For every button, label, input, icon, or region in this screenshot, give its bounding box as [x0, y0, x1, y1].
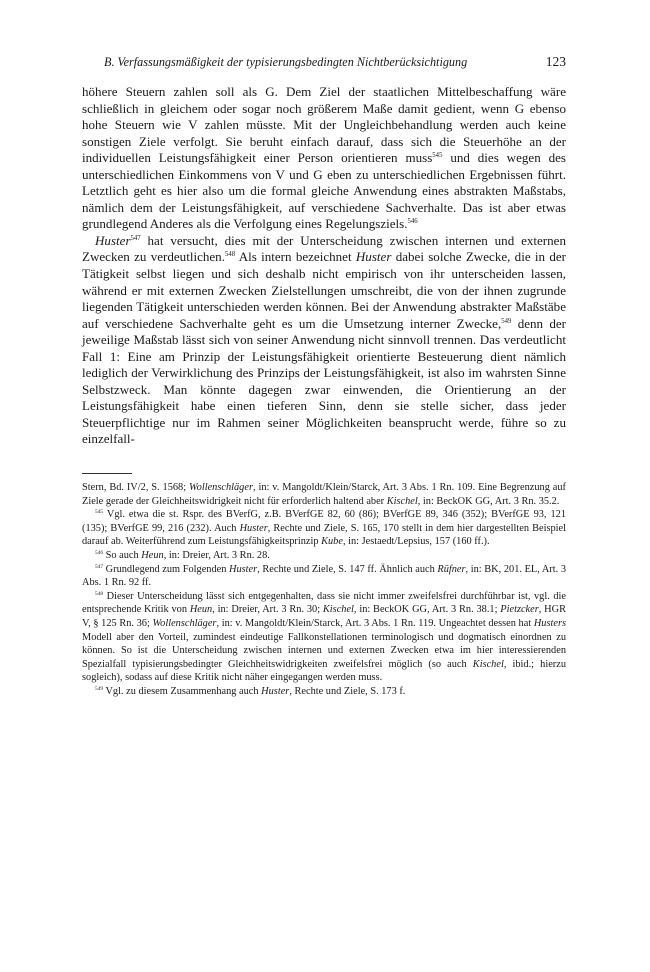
- paragraph-1: [82, 84, 566, 233]
- text: höhere Steuern zahlen soll als G. Dem Ziel der staatlichen Mittelbeschaffung wäre schließlich in gleichem oder sogar noch größerem Maße damit gedient, wenn G ebenso hohe Steuern wie V zahlen müsste. Mit der Ungleichbehandlung werden auch keine sonstigen Ziele verfolgt. Sie beruht einfach darauf, dass sich die Steuerhöhe an der individuellen Leistungsfähigkeit einer Person orientieren muss: [82, 84, 566, 166]
- text: Dieser Unterscheidung lässt sich entgegenhalten, dass sie nicht immer zweifelsfrei durchführbar ist, vgl. die entsprechende Kritik von: [82, 590, 566, 616]
- footnote-continuation: [82, 481, 566, 508]
- footnote-549: [82, 685, 566, 699]
- author-name: Huster: [239, 522, 268, 534]
- author-name: Wollenschläger: [152, 617, 217, 629]
- text: , ibid.; hierzu sogleich), sodass auf diese Kritik nicht näher eingegangen werden muss.: [82, 658, 566, 684]
- footnote-separator: [82, 473, 132, 474]
- footnotes: [82, 481, 566, 699]
- text: hat versucht, dies mit der Unterscheidung zwischen internen und externen Zwecken zu verdeutlichen.: [82, 232, 566, 265]
- text: , in: Dreier, Art. 3 Rn. 28.: [163, 550, 270, 561]
- footnote-number: 549: [95, 685, 104, 692]
- footnote-number: 548: [95, 590, 104, 597]
- text: Als intern bezeichnet: [235, 249, 356, 265]
- text: Grundlegend zum Folgenden: [103, 563, 230, 575]
- text: dabei solche Zwecke, die in der Tätigkeit selbst liegen und sich deshalb nicht empirisch von ihr unterscheiden lassen, während er mit externen Zwecken Zielstellungen umschreibt, die von der ihnen zugrunde liegenden Tätigkeit unterschieden werden können. Bei der Anwendung abstrakter Maßstäbe auf verschiedene Sachverhalte geht es um die Umsetzung interner Zwecke,: [82, 249, 566, 331]
- author-name: Husters: [533, 617, 567, 629]
- author-name: Huster: [95, 232, 131, 248]
- footnote-546: [82, 549, 566, 563]
- page-number: 123: [545, 54, 566, 69]
- running-head: [104, 54, 566, 76]
- author-name: Heun: [189, 604, 213, 616]
- text: , Rechte und Ziele, S. 147 ff. Ähnlich auch: [257, 563, 438, 575]
- text: So auch: [103, 550, 142, 561]
- text: Modell aber den Vorteil, zumindest eindeutige Fallkonstellationen terminologisch und dogmatisch einordnen zu können. So ist die Unterscheidung zwischen internen und externen Zwecken etwa im hier interessierenden Spezialfall typisierungsbedingter Gleichheitswidrigkeiten zweifelsfrei möglich (so auch: [82, 631, 566, 670]
- text: , in: v. Mangoldt/Klein/Starck, Art. 3 Abs. 1 Rn. 109. Eine Begrenzung auf Ziele gerade der Gleichheitswidrigkeit nicht für erforderlich haltend aber: [82, 482, 567, 507]
- author-name: Kube: [321, 536, 343, 548]
- footnote-547: [82, 563, 566, 590]
- footnote-number: 547: [95, 563, 104, 570]
- author-name: Huster: [261, 685, 290, 697]
- text: , in: BeckOK GG, Art. 3 Rn. 38.1;: [353, 604, 501, 616]
- footnote-ref-548: 548: [224, 251, 236, 259]
- text: Stern, Bd. IV/2, S. 1568;: [82, 482, 189, 494]
- text: , in: Dreier, Art. 3 Rn. 30;: [212, 604, 323, 616]
- text: , in: BK, 201. EL, Art. 3 Abs. 1 Rn. 92 ff.: [82, 563, 567, 589]
- text: , in: BeckOK GG, Art. 3 Rn. 35.2.: [417, 495, 560, 507]
- text: , Rechte und Ziele, S. 173 f.: [289, 685, 406, 697]
- author-name: Huster: [355, 249, 392, 265]
- text: Vgl. etwa die st. Rspr. des BVerfG, z.B. BVerfGE 82, 60 (86); BVerfGE 89, 346 (352); BVerfGE 93, 121 (135); BVerfGE 99, 216 (232). Auch: [82, 509, 566, 534]
- author-name: Kischel: [386, 495, 418, 507]
- text: Vgl. zu diesem Zusammenhang auch: [103, 685, 262, 697]
- author-name: Wollenschläger: [189, 482, 253, 494]
- text: , in: Jestaedt/Lepsius, 157 (160 ff.).: [342, 536, 490, 548]
- text: , Rechte und Ziele, S. 165, 170 stellt in dem hier dargestellten Beispiel darauf ab. Weiterführend zum Leistungsfähigkeitsprinzip: [82, 522, 566, 548]
- text: denn der jeweilige Maßstab lässt sich von seiner Anwendung nicht sinnvoll trennen. Das verdeutlicht Fall 1: Eine am Prinzip der Leistungsfähigkeit orientierte Besteuerung dient nämlich lediglich der Verwirklichung des Prinzips der Leistungsfähigkeit, ist also im wahrsten Sinne Selbstzweck. Man könnte dagegen zwar einwenden, die Orientierung an der Leistungsfähigkeit habe einen tieferen Sinn, denn sie stelle sicher, dass jeder Steuerpflichtige nur im Rahmen seiner Möglichkeiten beansprucht werde, führe so zu einzelfall-: [82, 315, 567, 447]
- book-page: [82, 54, 566, 699]
- author-name: Kischel: [472, 658, 504, 670]
- text: , in: v. Mangoldt/Klein/Starck, Art. 3 Abs. 1 Rn. 119. Ungeachtet dessen hat: [216, 617, 534, 629]
- author-name: Heun: [141, 550, 164, 561]
- author-name: Huster: [229, 563, 258, 575]
- running-title: B. Verfassungsmäßigkeit der typisierungsbedingten Nichtberücksichtigung: [104, 55, 468, 69]
- footnote-number: 545: [95, 509, 104, 516]
- author-name: Kischel: [322, 604, 354, 616]
- text: und dies wegen des unterschiedlichen Einkommens von V und G eben zu unterschiedlichen Ergebnissen führt. Letztlich geht es hier also um die formal gleiche Anwendung eines abstrakten Maßstabs, nämlich dem der Leistungsfähigkeit, auf verschiedene Sachverhalte. Das ist aber etwas grundlegend Anderes als die Verfolgung eines Regelungsziels.: [82, 150, 567, 232]
- footnote-ref-545: 545: [432, 152, 443, 160]
- footnote-545: [82, 508, 566, 549]
- author-name: Rüfner: [437, 563, 466, 575]
- footnote-ref-547: 547: [130, 234, 141, 242]
- author-name: Pietzcker: [500, 604, 539, 616]
- paragraph-2: [82, 233, 566, 448]
- footnote-ref-546: 546: [407, 218, 418, 226]
- footnote-ref-549: 549: [501, 317, 512, 325]
- main-text: [82, 84, 566, 448]
- text: , HGR V, § 125 Rn. 36;: [82, 604, 567, 629]
- footnote-548: [82, 590, 566, 685]
- footnote-number: 546: [95, 549, 104, 556]
